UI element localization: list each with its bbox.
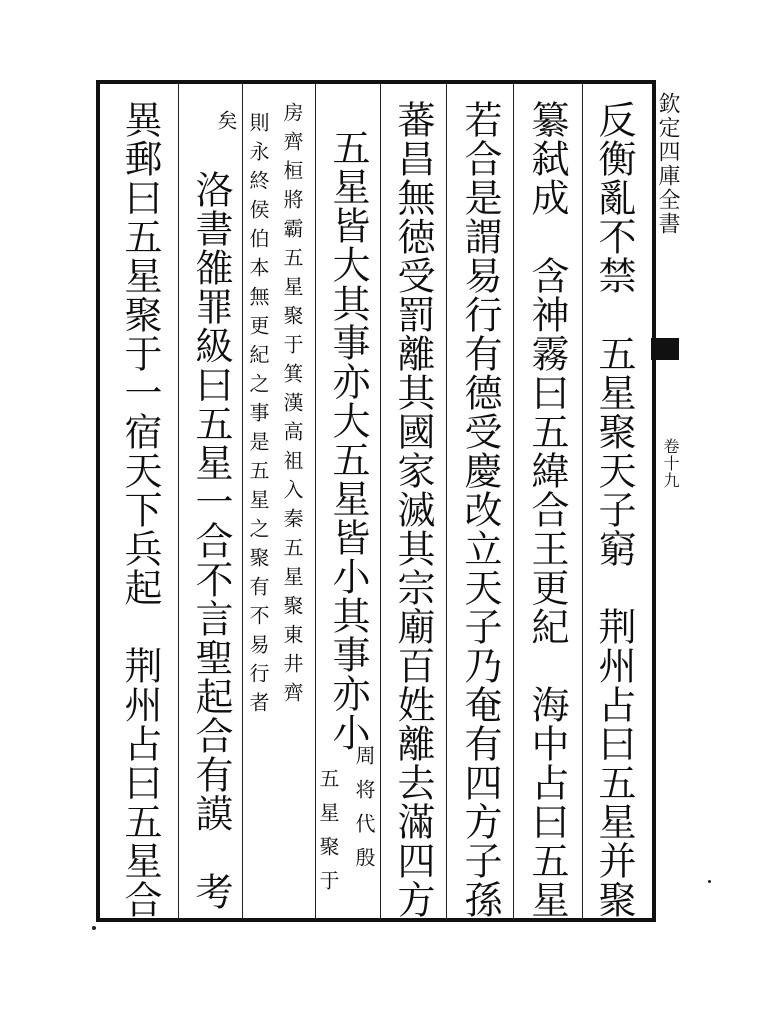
text-column-2: 纂弑成 含神霧曰五緯合王更紀 海中占曰五星 — [525, 100, 569, 919]
ink-speck — [92, 926, 96, 930]
commentary-line-5a: 周将代殷 — [352, 745, 376, 881]
commentary-line-6b: 則永終侯伯本無更紀之事是五星之聚有不易行者 — [246, 112, 270, 721]
text-column-1: 反衡亂不禁 五星聚天子窮 荆州占曰五星并聚 — [592, 100, 636, 919]
column-rule — [582, 84, 583, 918]
text-column-5: 五星皆大其事亦大五星皆小其事亦小 — [326, 128, 370, 752]
column-rule — [380, 84, 381, 918]
commentary-line-5b: 五星聚于 — [316, 768, 340, 904]
margin-fishtail-mark — [651, 338, 679, 360]
column-rule — [178, 84, 179, 918]
text-column-8: 異郵曰五星聚于一宿天下兵起 荆州占曰五星合 — [118, 100, 162, 919]
text-column-3: 若合是謂易行有德受慶改立天子乃奄有四方子孫 — [458, 100, 502, 919]
column-rule — [242, 84, 243, 918]
text-column-7: 洛書雒罪級曰五星一合不言聖起合有謨 考 — [189, 170, 233, 911]
column-rule — [446, 84, 447, 918]
commentary-line-7: 矣 — [214, 110, 238, 138]
ink-speck — [708, 880, 711, 883]
margin-volume-number: 卷十九 — [661, 438, 680, 489]
commentary-line-6a: 房齊桓將霸五星聚于箕漢高祖入秦五星聚東井齊 — [280, 102, 304, 711]
column-rule — [513, 84, 514, 918]
text-column-4: 蕃昌無徳受罰離其國家滅其宗廟百姓離去滿四方 — [391, 100, 435, 919]
page-border — [96, 80, 656, 922]
margin-book-title: 欽定四庫全書 — [655, 92, 680, 236]
